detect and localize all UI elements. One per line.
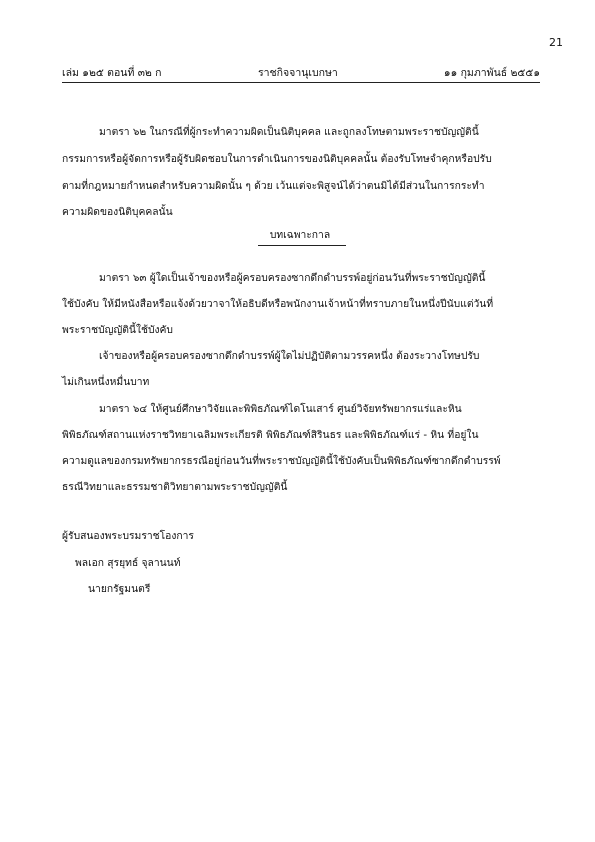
title-underline bbox=[258, 245, 346, 246]
header-journal-title: ราชกิจจานุเบกษา bbox=[258, 67, 338, 79]
signatory-name: พลเอก สุรยุทธ์ จุลานนท์ bbox=[75, 557, 181, 569]
section63-para2-line-1: เจ้าของหรือผู้ครอบครองซากดึกดำบรรพ์ผู้ใดไม่ปฏิบัติตามวรรคหนึ่ง ต้องระวางโทษปรับ bbox=[99, 350, 480, 362]
section62-line-1: มาตรา ๖๒ ในกรณีที่ผู้กระทำความผิดเป็นนิติบุคคล และถูกลงโทษตามพระราชบัญญัตินี้ bbox=[99, 126, 479, 138]
running-header bbox=[62, 64, 540, 80]
section62-line-3: ตามที่กฎหมายกำหนดสำหรับความผิดนั้น ๆ ด้วย เว้นแต่จะพิสูจน์ได้ว่าตนมิได้มีส่วนในการกระทำ bbox=[62, 180, 485, 192]
section63-para2-line-2: ไม่เกินหนึ่งหมื่นบาท bbox=[62, 376, 150, 388]
section64-line-2: พิพิธภัณฑ์สถานแห่งราชวิทยาเฉลิมพระเกียรติ พิพิธภัณฑ์สิรินธร และพิพิธภัณฑ์แร่ - หิน ที่อยู่ใน bbox=[62, 429, 479, 441]
section63-line-2: ใช้บังคับ ให้มีหนังสือหรือแจ้งด้วยวาจาให้อธิบดีหรือพนักงานเจ้าหน้าที่ทราบภายในหนึ่งปีนับแต่วันที่ bbox=[62, 298, 494, 310]
section64-line-3: ความดูแลของกรมทรัพยากรธรณีอยู่ก่อนวันที่พระราชบัญญัตินี้ใช้บังคับเป็นพิพิธภัณฑ์ซากดึกดำบรรพ์ bbox=[62, 455, 501, 467]
page-number: 21 bbox=[549, 36, 563, 49]
section64-line-1: มาตรา ๖๔ ให้ศูนย์ศึกษาวิจัยและพิพิธภัณฑ์ไดโนเสาร์ ศูนย์วิจัยทรัพยากรแร่และหิน bbox=[99, 403, 462, 415]
header-issue: เล่ม ๑๒๕ ตอนที่ ๓๒ ก bbox=[62, 67, 162, 79]
header-divider bbox=[62, 82, 540, 83]
countersign-label: ผู้รับสนองพระบรมราชโองการ bbox=[62, 530, 194, 542]
header-date: ๑๑ กุมภาพันธ์ ๒๕๕๑ bbox=[443, 67, 540, 79]
section64-line-4: ธรณีวิทยาและธรรมชาติวิทยาตามพระราชบัญญัตินี้ bbox=[62, 481, 288, 493]
transitional-provisions-title: บทเฉพาะกาล bbox=[269, 229, 331, 241]
section63-line-1: มาตรา ๖๓ ผู้ใดเป็นเจ้าของหรือผู้ครอบครองซากดึกดำบรรพ์อยู่ก่อนวันที่พระราชบัญญัตินี้ bbox=[99, 272, 486, 284]
section63-line-3: พระราชบัญญัตินี้ใช้บังคับ bbox=[62, 324, 173, 336]
section62-line-4: ความผิดของนิติบุคคลนั้น bbox=[62, 206, 173, 218]
signatory-title: นายกรัฐมนตรี bbox=[88, 583, 151, 595]
section62-line-2: กรรมการหรือผู้จัดการหรือผู้รับผิดชอบในการดำเนินการของนิติบุคคลนั้น ต้องรับโทษจำคุกหรือปรับ bbox=[62, 153, 492, 165]
